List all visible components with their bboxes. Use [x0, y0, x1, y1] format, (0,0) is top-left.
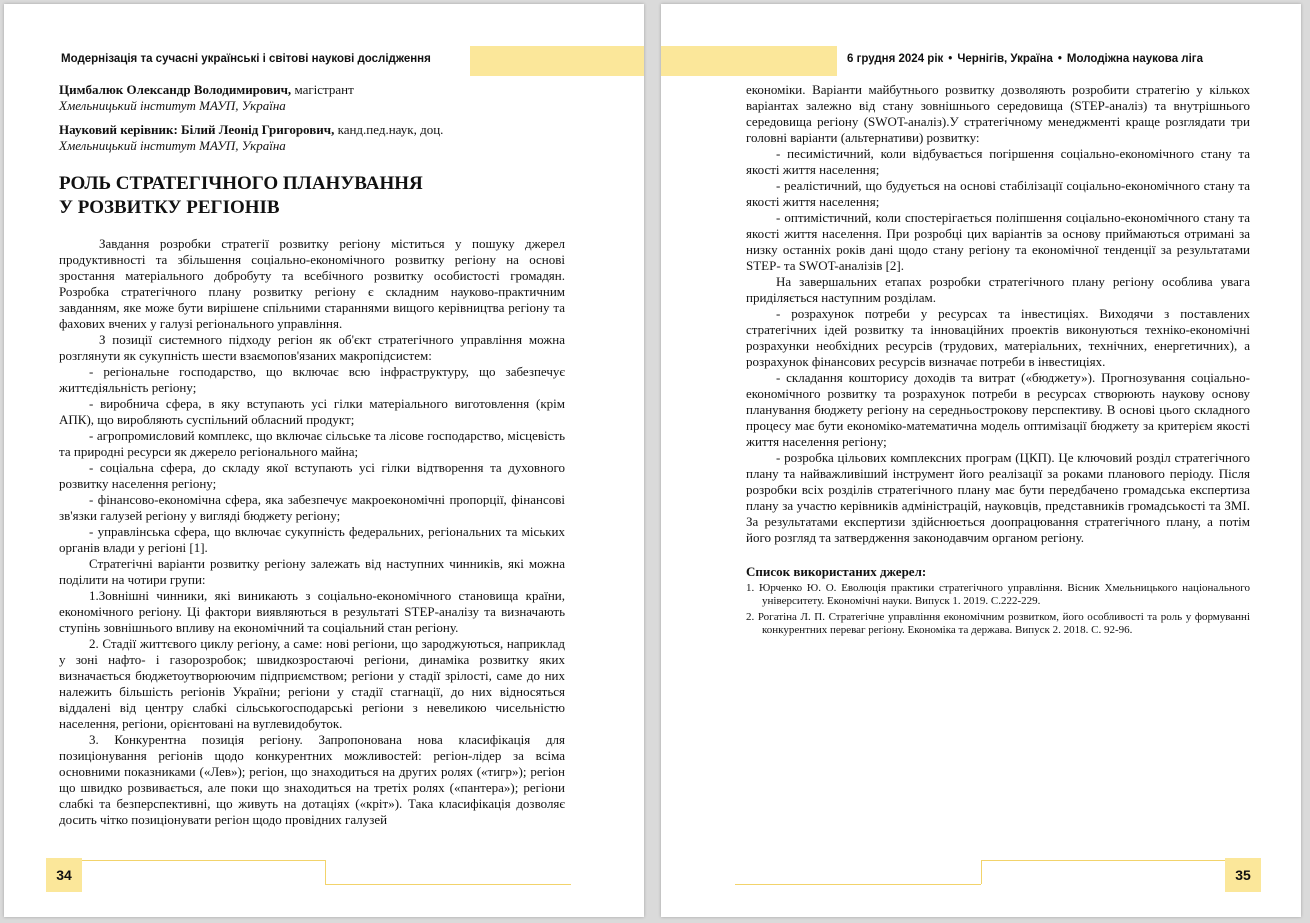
paragraph: Стратегічні варіанти розвитку регіону залежать від наступних чинників, які можна поділити на чотири групи:	[59, 556, 565, 587]
paragraph: Завдання розробки стратегії розвитку регіону міститься у пошуку джерел продуктивності та збільшення соціально-економічного розвитку регіону на основі зростання матеріального добробуту та всебічного розвитку особистості громадян. Розробка стратегічного плану розвитку регіону є складним науково-практичним завданням, яке може бути вирішене спільними стараннями вищого керівництва регіону та фахових вчених у галузі регіонального управління.	[59, 236, 565, 331]
header-city: Чернігів, Україна	[957, 53, 1053, 65]
footer-line	[981, 860, 1225, 861]
references-title: Список використаних джерел:	[746, 564, 927, 579]
header-accent-bar	[470, 46, 644, 76]
footer-line	[325, 860, 326, 884]
references-list	[746, 582, 1250, 637]
author-name: Цимбалюк Олександр Володимирович,	[59, 82, 292, 97]
header-bullet: •	[948, 53, 953, 65]
reference-item: 2. Рогатіна Л. П. Стратегічне управління економічним розвитком, його особливості та роль у формуванні конкурентних переваг регіону. Економіка та держава. Випуск 2. 2018. С. 92-96.	[746, 611, 1250, 636]
footer-line	[82, 860, 326, 861]
supervisor-role: канд.пед.наук, доц.	[334, 122, 444, 137]
list-item: - управлінська сфера, що включає сукупність федеральних, регіональних та міських органів влади у регіоні [1].	[59, 524, 565, 555]
list-item: - розрахунок потреби у ресурсах та інвестиціях. Виходячи з поставлених стратегічних ідей розвитку та інноваційних проектів виконуються техніко-економічні розрахунки необхідних ресурсів (трудових, матеріальних, технічних, енергетичних), а розрахунок фінансових ресурсів визначає потреби в інвестиціях.	[746, 306, 1250, 369]
right-body	[746, 82, 1250, 640]
header-league: Молодіжна наукова ліга	[1066, 53, 1203, 65]
left-header-title: Модернізація та сучасні українські і світові наукові дослідження	[61, 53, 431, 65]
supervisor-institute: Хмельницький інститут МАУП, Україна	[59, 138, 286, 153]
footer-line	[325, 884, 571, 885]
list-item: - складання кошторису доходів та витрат («бюджету»). Прогнозування соціально-економічного розвитку та розрахунок потреби в ресурсах створюють наукову основу планування бюджету регіону на середньострокову перспективу. В основі цього складного процесу має бути економіко-математична модель оптимізації бюджету за критерієм якості життя населення регіону;	[746, 370, 1250, 449]
header-bullet: •	[1057, 53, 1062, 65]
list-item: - оптимістичний, коли спостерігається поліпшення соціально-економічного стану та якості життя населення. При розробці цих варіантів за основу приймаються отримані за низку останніх років дані щодо стану регіону та економічної тенденції за результатами STEP- та SWOT-аналізів [2].	[746, 210, 1250, 273]
right-header	[847, 53, 1203, 65]
list-item: - реалістичний, що будується на основі стабілізації соціально-економічного стану та якості життя населення;	[746, 178, 1250, 209]
list-item: - розробка цільових комплексних програм (ЦКП). Це ключовий розділ стратегічного плану та найважливіший інструмент його реалізації за роками планового періоду. Після розробки всіх розділів стратегічного плану має бути передбачено громадська експертиза плану за участю керівників адміністрацій, науковців, представників громадськості та ЗМІ. За результатами експертизи здійснюється доопрацювання стратегічного плану, а потім його розгляд та затвердження законодавчим органом регіону.	[746, 450, 1250, 545]
footer-line	[735, 884, 981, 885]
author-institute: Хмельницький інститут МАУП, Україна	[59, 98, 286, 113]
page-number: 34	[46, 858, 82, 892]
left-body	[59, 82, 565, 828]
supervisor-name: Науковий керівник: Білий Леонід Григорович,	[59, 122, 335, 137]
list-item: - виробнича сфера, в яку вступають усі гілки матеріального виготовлення (крім АПК), що виробляють суспільний обласний продукт;	[59, 396, 565, 427]
page-number: 35	[1225, 858, 1261, 892]
right-page	[661, 4, 1301, 917]
title-line: РОЛЬ СТРАТЕГІЧНОГО ПЛАНУВАННЯ	[59, 173, 423, 194]
paragraph: З позиції системного підходу регіон як об'єкт стратегічного управління можна розглянути як сукупність шести взаємопов'язаних макропідсистем:	[59, 332, 565, 363]
paragraph: На завершальних етапах розробки стратегічного плану регіону особлива увага приділяється наступним розділам.	[746, 274, 1250, 305]
left-page	[4, 4, 644, 917]
list-item: - соціальна сфера, до складу якої вступають усі гілки відтворення та духовного розвитку населення регіону;	[59, 460, 565, 491]
paragraph: 2. Стадії життєвого циклу регіону, а саме: нові регіони, що зароджуються, наприклад у зоні нафто- і газорозробок; швидкозростаючі регіони, динаміка розвитку яких визначається бюджетоутворюючим підприємством; регіони у стадії зрілості, саме до них належить більшість регіонів України; регіони у стадії стагнації, до них відносяться віддалені від центру слабкі сільськогосподарські регіони з невеликою чисельністю населення, регіони, орієнтовані на вуглевидобуток.	[59, 636, 565, 731]
paragraph: 1.Зовнішні чинники, які виникають з соціально-економічного становища країни, економічного регіону. Ці фактори виявляються в результаті STEP-аналізу та визначають ступінь зовнішнього впливу на економічний та соціальний стан регіону.	[59, 588, 565, 635]
paragraph: 3. Конкурентна позиція регіону. Запропонована нова класифікація для позиціонування регіонів щодо конкурентних можливостей: регіон-лідер за всіма основними показниками («Лев»); регіон, що знаходиться на других ролях («тигр»); регіон що швидко розвивається, але поки що знаходиться на третіх ролях («пантера»); регіони слабкі та безперспективні, що живуть на дотаціях («кріт»). Така класифікація дозволяє досить чітко позиціонувати регіон щодо провідних галузей	[59, 732, 565, 827]
paragraph: економіки. Варіанти майбутнього розвитку дозволяють розробити стратегію у кількох варіантах залежно від стану зовнішнього середовища (STEP-аналіз) та внутрішнього середовища регіону (SWOT-аналіз).У стратегічному менеджменті краще розглядати три головні варіанти (альтернативи) розвитку:	[746, 82, 1250, 145]
author-block	[59, 82, 565, 154]
article-title	[59, 172, 565, 220]
list-item: - регіональне господарство, що включає всю інфраструктуру, що забезпечує життєдіяльність регіону;	[59, 364, 565, 395]
footer-line	[981, 860, 982, 884]
author-role: магістрант	[291, 82, 354, 97]
list-item: - фінансово-економічна сфера, яка забезпечує макроекономічні пропорції, фінансові зв'язки галузей регіону у вигляді бюджету регіону;	[59, 492, 565, 523]
list-item: - песимістичний, коли відбувається погіршення соціально-економічного стану та якості життя населення;	[746, 146, 1250, 177]
reference-item: 1. Юрченко Ю. О. Еволюція практики стратегічного управління. Вісник Хмельницького національного університету. Економічні науки. Випуск 1. 2019. С.222-229.	[746, 582, 1250, 607]
header-accent-bar	[661, 46, 837, 76]
list-item: - агропромисловий комплекс, що включає сільське та лісове господарство, місцевість та природні ресурси як джерело регіонального майна;	[59, 428, 565, 459]
header-date: 6 грудня 2024 рік	[847, 53, 944, 65]
title-line: У РОЗВИТКУ РЕГІОНІВ	[59, 197, 280, 218]
